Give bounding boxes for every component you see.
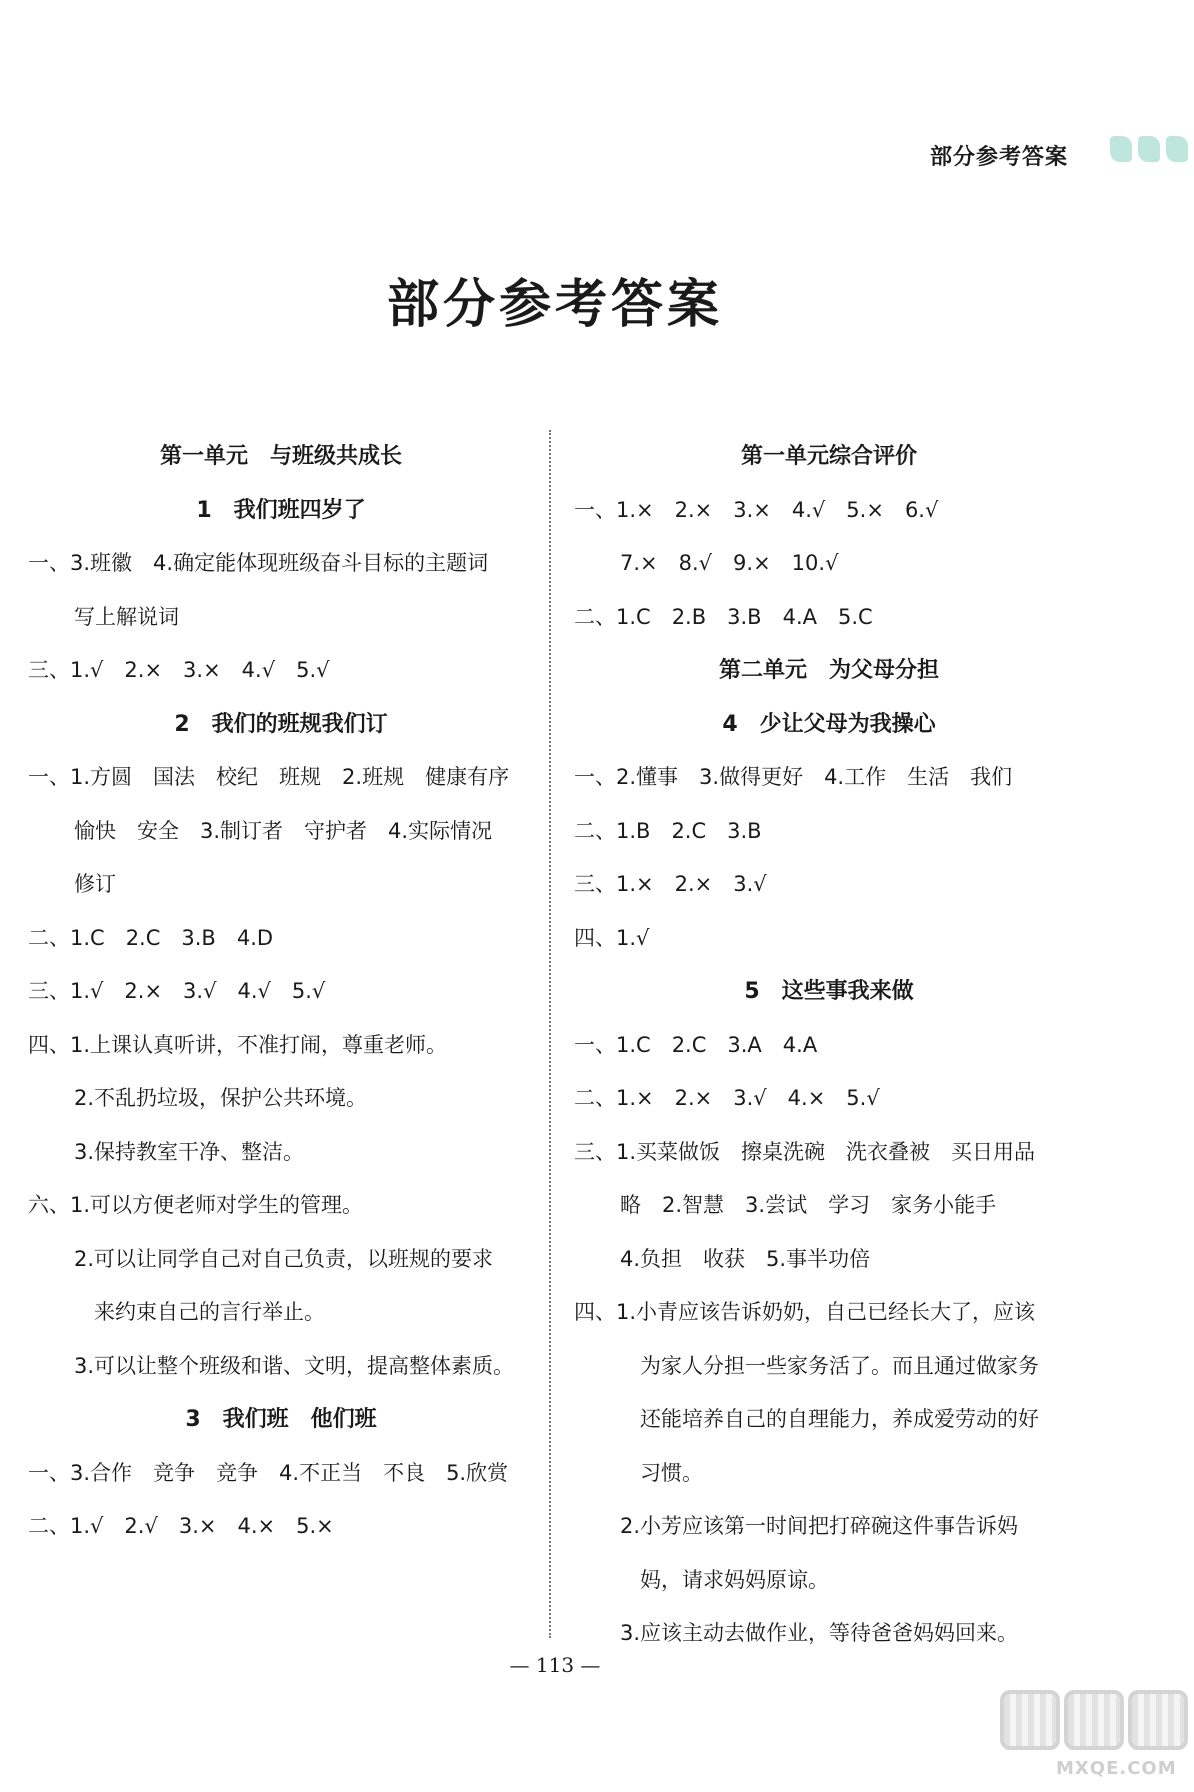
section-heading: 第一单元综合评价 [740, 444, 917, 469]
watermark-glyph-icon [1064, 1690, 1124, 1750]
answer-line: 还能培养自己的自理能力，养成爱劳动的好 [640, 1407, 1039, 1431]
answer-line: 三、1.√ 2.× 3.√ 4.√ 5.√ [28, 979, 326, 1003]
answer-line: 四、1.上课认真听讲，不准打闹，尊重老师。 [28, 1032, 448, 1057]
answer-line: 二、1.B 2.C 3.B [574, 818, 762, 843]
answer-line: 一、2.懂事 3.做得更好 4.工作 生活 我们 [574, 765, 1013, 789]
answer-line: 7.× 8.√ 9.× 10.√ [620, 551, 839, 575]
answer-line: 二、1.C 2.C 3.B 4.D [28, 925, 274, 950]
answer-line: 一、3.班徽 4.确定能体现班级奋斗目标的主题词 [28, 551, 489, 575]
page-title: 部分参考答案 [386, 274, 723, 335]
leaf-icon [1110, 136, 1132, 162]
section-heading: 5 这些事我来做 [744, 979, 914, 1004]
answer-line: 2.不乱扔垃圾，保护公共环境。 [74, 1086, 368, 1110]
answer-line: 二、1.√ 2.√ 3.× 4.× 5.× [28, 1514, 334, 1538]
watermark-url: MXQE.COM [1056, 1758, 1177, 1779]
right-column [574, 430, 1084, 1661]
answer-line: 写上解说词 [74, 604, 179, 629]
answer-line: 为家人分担一些家务活了。而且通过做家务 [640, 1353, 1039, 1378]
answer-line: 妈，请求妈妈原谅。 [640, 1567, 829, 1592]
answer-line: 二、1.C 2.B 3.B 4.A 5.C [574, 604, 873, 629]
answer-line: 三、1.买菜做饭 擦桌洗碗 洗衣叠被 买日用品 [574, 1139, 1036, 1164]
answer-line: 3.保持教室干净、整洁。 [74, 1139, 305, 1164]
watermark-logo [1000, 1690, 1188, 1750]
answer-line: 习惯。 [640, 1460, 703, 1485]
answer-line: 来约束自己的言行举止。 [94, 1300, 325, 1324]
answer-line: 3.应该主动去做作业，等待爸爸妈妈回来。 [620, 1621, 1019, 1645]
answer-line: 一、1.× 2.× 3.× 4.√ 5.× 6.√ [574, 497, 939, 522]
section-heading: 4 少让父母为我操心 [722, 711, 936, 737]
answer-line: 一、3.合作 竞争 竞争 4.不正当 不良 5.欣赏 [28, 1460, 509, 1485]
answer-line: 四、1.小青应该告诉奶奶，自己已经长大了，应该 [574, 1300, 1036, 1324]
header-label: 部分参考答案 [930, 145, 1069, 170]
left-column [28, 430, 534, 1554]
watermark-glyph-icon [1000, 1690, 1060, 1750]
leaf-icon [1166, 136, 1188, 162]
answer-line: 2.小芳应该第一时间把打碎碗这件事告诉妈 [620, 1514, 1019, 1538]
section-heading: 第二单元 为父母分担 [718, 658, 939, 683]
answer-line: 四、1.√ [574, 925, 650, 950]
answer-line: 修订 [74, 872, 116, 896]
answer-line: 2.可以让同学自己对自己负责，以班规的要求 [74, 1246, 494, 1271]
section-heading: 第一单元 与班级共成长 [159, 444, 402, 469]
answer-line: 略 2.智慧 3.尝试 学习 家务小能手 [620, 1193, 997, 1217]
section-heading: 1 我们班四岁了 [196, 497, 366, 523]
leaf-icon [1138, 136, 1160, 162]
answer-line: 三、1.× 2.× 3.√ [574, 872, 767, 896]
answer-line: 愉快 安全 3.制订者 守护者 4.实际情况 [74, 818, 493, 843]
answer-line: 六、1.可以方便老师对学生的管理。 [28, 1193, 364, 1217]
answer-line: 3.可以让整个班级和谐、文明，提高整体素质。 [74, 1353, 515, 1378]
answer-line: 一、1.C 2.C 3.A 4.A [574, 1032, 818, 1057]
page-number: — 113 — [509, 1653, 601, 1677]
answer-line: 二、1.× 2.× 3.√ 4.× 5.√ [574, 1086, 880, 1110]
header-decoration-icon [1110, 136, 1188, 162]
section-heading: 2 我们的班规我们订 [174, 711, 388, 737]
answer-line: 一、1.方圆 国法 校纪 班规 2.班规 健康有序 [28, 765, 510, 789]
answer-line: 4.负担 收获 5.事半功倍 [620, 1246, 871, 1271]
answer-line: 三、1.√ 2.× 3.× 4.√ 5.√ [28, 658, 330, 682]
section-heading: 3 我们班 他们班 [185, 1407, 377, 1432]
column-divider [549, 430, 551, 1638]
watermark-glyph-icon [1128, 1690, 1188, 1750]
